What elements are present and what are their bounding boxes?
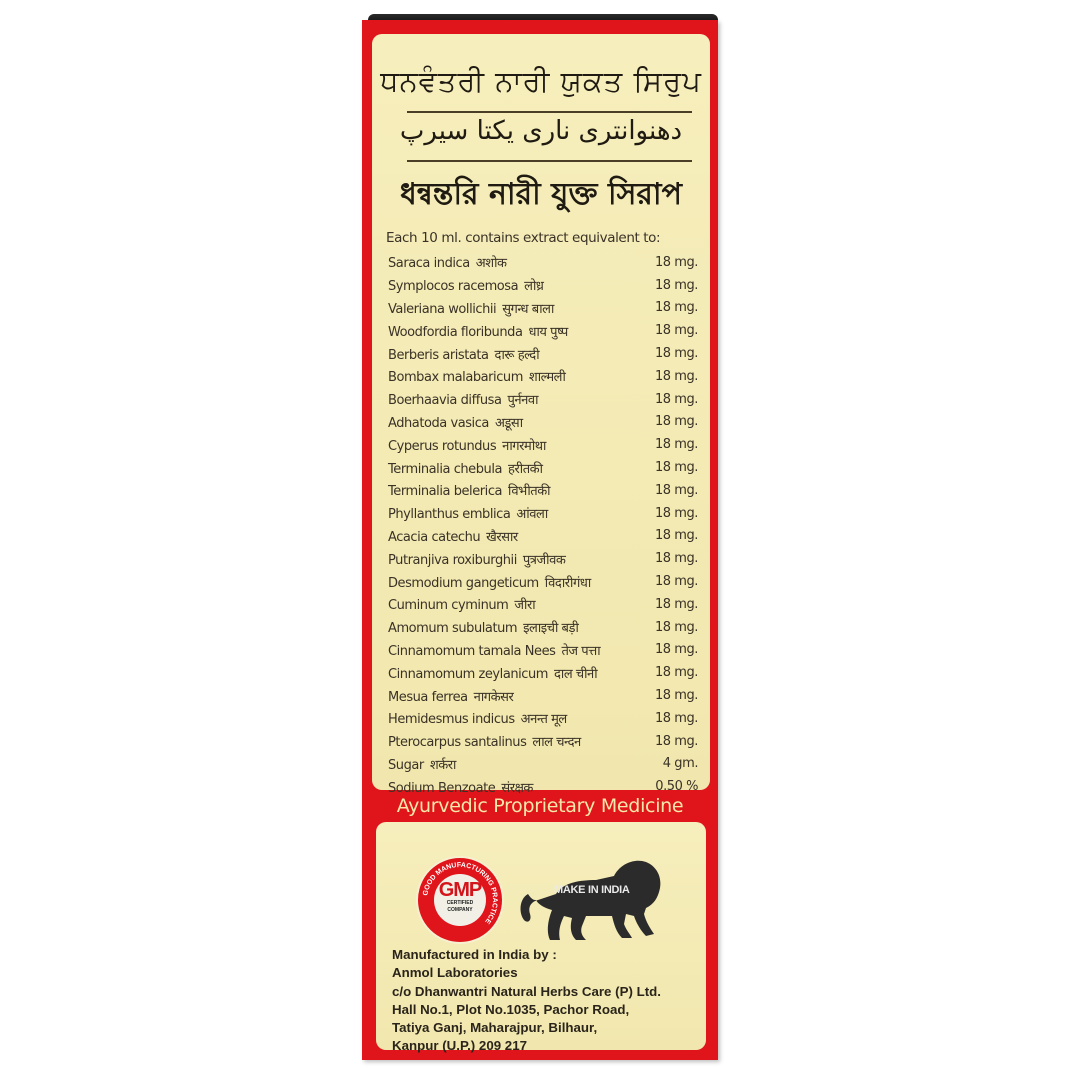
ingredient-hindi: लाल चन्दन [532,735,581,751]
ingredient-row [388,753,702,776]
ingredient-name: Woodfordia floribunda [388,324,523,340]
ingredient-hindi: विदारीगंधा [544,575,591,591]
ingredient-hindi: पुर्ननवा [507,393,539,409]
ingredient-row [388,639,702,662]
ingredient-hindi: हरीतकी [508,461,543,477]
ingredient-name: Phyllanthus emblica [388,507,511,523]
ingredient-name: Valeriana wollichii [388,301,497,317]
product-box-side-panel [362,20,718,1060]
ingredient-row [388,593,702,616]
address-line: Tatiya Ganj, Maharajpur, Bilhaur, [392,1020,598,1036]
ingredient-qty: 18 mg. [654,574,698,590]
ingredient-name: Desmodium gangeticum [388,575,539,591]
ingredient-row [388,456,702,479]
ingredient-hindi: शाल्मली [528,370,566,386]
ingredient-hindi: पुत्रजीवक [522,552,566,568]
ingredient-qty: 18 mg. [654,300,698,316]
ingredient-hindi: इलाइची बड़ी [523,621,579,637]
ingredient-hindi: अशोक [475,256,507,272]
ingredient-qty: 18 mg. [654,551,698,567]
ingredient-name: Acacia catechu [388,529,481,545]
ingredient-name: Sugar [388,757,424,773]
ingredient-row [388,342,702,365]
address-line: c/o Dhanwantri Natural Herbs Care (P) Ltd. [392,983,661,999]
address-line: Manufactured in India by : [392,947,557,962]
ingredient-row [388,616,702,639]
ingredient-qty: 18 mg. [654,528,698,544]
ingredient-hindi: विभीतकी [508,484,551,500]
ingredient-hindi: नागरमोथा [502,438,546,454]
ingredient-qty: 18 mg. [654,323,698,339]
ingredient-name: Boerhaavia diffusa [388,393,502,409]
ingredient-qty: 18 mg. [654,414,698,430]
ingredient-row [388,502,702,525]
ingredient-qty: 18 mg. [654,642,698,658]
ingredient-row [388,388,702,411]
ingredient-row [388,479,702,502]
category-banner: Ayurvedic Proprietary Medicine [396,795,684,817]
ingredient-name: Cyperus rotundus [388,438,497,454]
product-title-urdu: دھنوانتری ناری یکتا سیرپ [399,116,683,146]
ingredient-name: Saraca indica [388,256,470,272]
ingredient-hindi: संरक्षक [501,780,533,796]
ingredient-name: Cuminum cyminum [388,598,509,614]
ingredient-hindi: दाल चीनी [554,666,598,682]
ingredient-name: Cinnamomum tamala Nees [388,643,556,659]
composition-panel [372,34,710,796]
ingredient-hindi: धाय पुष्प [528,324,568,340]
ingredient-qty: 18 mg. [654,460,698,476]
ingredient-hindi: अनन्त मूल [520,712,567,728]
product-title-bengali: ধন্বন্তরি নারী যুক্ত সিরাপ [400,177,682,212]
ingredient-qty: 18 mg. [654,733,698,749]
ingredient-hindi: जीरा [514,598,536,614]
ingredient-name: Sodium Benzoate [388,780,496,796]
ingredient-name: Terminalia chebula [388,461,503,477]
ingredient-row [388,274,702,297]
ingredient-qty: 18 mg. [654,596,698,612]
ingredient-row [388,411,702,434]
ingredient-list [388,251,702,798]
gmp-company: COMPANY [447,907,473,913]
ingredient-name: Putranjiva roxiburghii [388,552,517,568]
ingredient-row [388,661,702,684]
ingredient-name: Hemidesmus indicus [388,712,515,728]
ingredient-row [388,525,702,548]
ingredient-hindi: नागकेसर [473,689,514,705]
ingredient-qty: 18 mg. [654,368,698,384]
ingredient-hindi: शर्करा [429,757,456,773]
ingredient-name: Mesua ferrea [388,689,468,705]
ingredient-hindi: सुगन्ध बाला [502,301,554,317]
ingredient-qty: 18 mg. [654,619,698,635]
divider [407,160,692,162]
ingredient-row [388,319,702,342]
ingredient-name: Adhatoda vasica [388,415,489,431]
ingredient-qty: 18 mg. [654,482,698,498]
ingredient-qty: 18 mg. [654,710,698,726]
gmp-badge [416,856,504,944]
ingredient-name: Symplocos racemosa [388,279,519,295]
ingredient-qty: 18 mg. [654,391,698,407]
ingredient-qty: 18 mg. [654,346,698,362]
ingredient-row [388,707,702,730]
ingredient-hindi: खैरसार [486,529,518,545]
ingredient-qty: 0.50 % [655,779,698,795]
ingredient-qty: 18 mg. [654,254,698,270]
ingredient-hindi: लोध्र [524,279,544,295]
svg-text:GOOD MANUFACTURING PRACTICE: GOOD MANUFACTURING PRACTICE [422,861,499,925]
address-line: Hall No.1, Plot No.1035, Pachor Road, [392,1001,630,1017]
ingredient-qty: 18 mg. [654,688,698,704]
ingredient-row [388,297,702,320]
ingredient-name: Terminalia belerica [388,484,503,500]
ingredient-hindi: दारू हल्दी [494,347,540,363]
ingredient-row [388,684,702,707]
ingredient-qty: 18 mg. [654,277,698,293]
ingredient-hindi: तेज पत्ता [561,643,601,659]
gmp-certified: CERTIFIED [446,900,474,906]
address-line: Anmol Laboratories [392,965,518,981]
ingredient-row [388,570,702,593]
ingredient-qty: 18 mg. [654,437,698,453]
composition-intro: Each 10 ml. contains extract equivalent to: [386,230,661,246]
ingredient-name: Amomum subulatum [388,621,518,637]
address-line: Kanpur (U.P.) 209 217 [392,1038,527,1054]
ingredient-name: Bombax malabaricum [388,370,523,386]
ingredient-name: Pterocarpus santalinus [388,735,527,751]
product-title-punjabi: ਧਨਵੰਤਰੀ ਨਾਰੀ ਯੁਕਤ ਸਿਰੁਪ [380,64,702,98]
ingredient-row [388,251,702,274]
ingredient-row [388,433,702,456]
ingredient-row [388,730,702,753]
manufacturer-address [392,946,661,1056]
ingredient-row [388,547,702,570]
ingredient-qty: 4 gm. [662,756,698,772]
ingredient-qty: 18 mg. [654,665,698,681]
ingredient-hindi: अडूसा [494,415,523,431]
ingredient-name: Cinnamomum zeylanicum [388,666,548,682]
gmp-label: GMP [438,879,482,901]
manufacturer-panel [376,822,706,1054]
make-in-india-label: MAKE IN INDIA [554,884,630,896]
make-in-india-lion-icon [516,854,666,944]
ingredient-hindi: आंवला [516,507,548,523]
ingredient-qty: 18 mg. [654,505,698,521]
ingredient-name: Berberis aristata [388,347,489,363]
divider [407,111,692,113]
ingredient-row [388,365,702,388]
